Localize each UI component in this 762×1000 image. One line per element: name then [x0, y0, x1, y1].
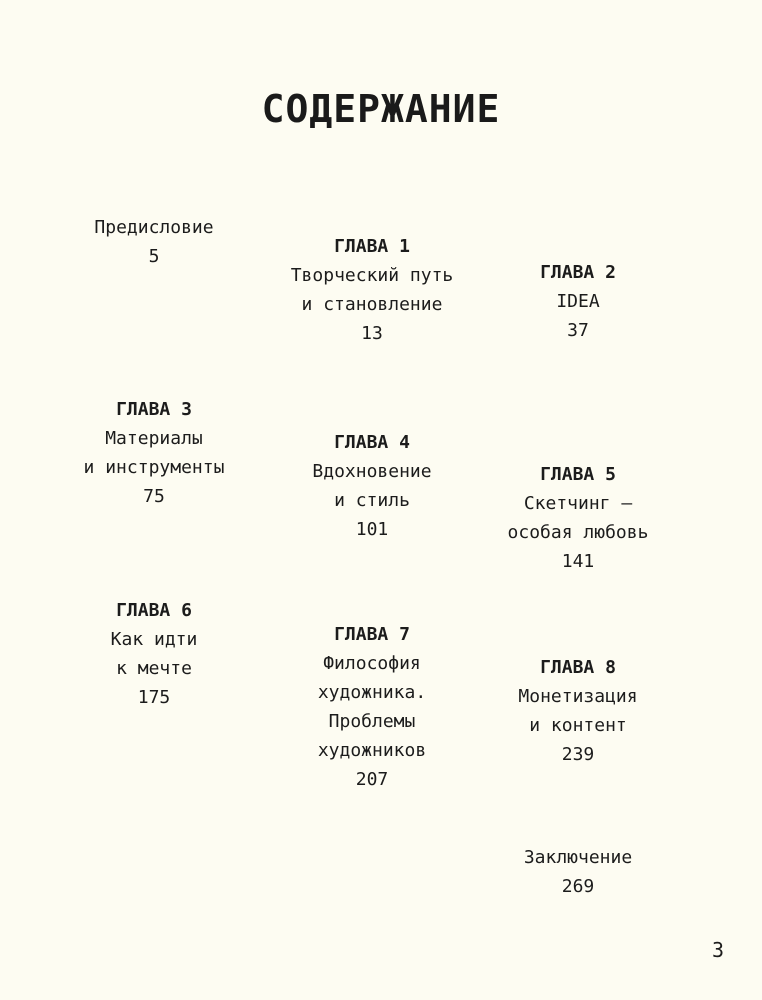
toc-entry-conclusion[interactable] [458, 843, 698, 901]
chapter-title-line: Философия [323, 653, 421, 674]
chapter-label: ГЛАВА 5 [540, 464, 616, 485]
chapter-label: ГЛАВА 3 [116, 399, 192, 420]
toc-entry-chapter-1[interactable] [252, 232, 492, 348]
chapter-label: ГЛАВА 6 [116, 600, 192, 621]
chapter-title-line: IDEA [556, 291, 600, 312]
toc-entry-chapter-2[interactable] [458, 258, 698, 345]
toc-entry-page: 5 [148, 246, 160, 267]
toc-entry-chapter-8[interactable] [458, 653, 698, 769]
chapter-page: 207 [355, 769, 389, 790]
chapter-title-line: Монетизация [518, 686, 638, 707]
chapter-page: 239 [561, 744, 595, 765]
chapter-title-line: Скетчинг — [523, 493, 633, 514]
chapter-title-line: и становление [301, 294, 443, 315]
toc-entry-page: 269 [561, 876, 595, 897]
chapter-page: 37 [567, 320, 589, 341]
chapter-title-line: и стиль [334, 490, 410, 511]
chapter-title-line: Проблемы [328, 711, 416, 732]
chapter-title-line: художника. [317, 682, 427, 703]
toc-entry-chapter-7[interactable] [252, 620, 492, 794]
chapter-title-line: и инструменты [83, 457, 225, 478]
chapter-title-line: Как идти [110, 629, 198, 650]
chapter-title-line: и контент [529, 715, 627, 736]
toc-entry-chapter-4[interactable] [252, 428, 492, 544]
chapter-title-line: особая любовь [507, 522, 649, 543]
chapter-title-line: к мечте [116, 658, 192, 679]
toc-entry-label: Заключение [523, 847, 633, 868]
chapter-label: ГЛАВА 1 [334, 236, 410, 257]
chapter-label: ГЛАВА 4 [334, 432, 410, 453]
chapter-page: 13 [361, 323, 383, 344]
toc-entry-foreword[interactable] [34, 213, 274, 271]
chapter-title-line: Материалы [105, 428, 203, 449]
page-title: СОДЕРЖАНИЕ [261, 87, 501, 131]
chapter-title-line: Вдохновение [312, 461, 432, 482]
chapter-page: 75 [143, 486, 165, 507]
chapter-page: 175 [137, 687, 171, 708]
chapter-label: ГЛАВА 8 [540, 657, 616, 678]
chapter-label: ГЛАВА 2 [540, 262, 616, 283]
page-number: 3 [711, 938, 724, 962]
toc-entry-chapter-6[interactable] [34, 596, 274, 712]
chapter-title-line: художников [317, 740, 427, 761]
chapter-title-line: Творческий путь [290, 265, 454, 286]
chapter-label: ГЛАВА 7 [334, 624, 410, 645]
toc-entry-chapter-5[interactable] [458, 460, 698, 576]
chapter-page: 141 [561, 551, 595, 572]
chapter-page: 101 [355, 519, 389, 540]
toc-entry-chapter-3[interactable] [34, 395, 274, 511]
toc-entry-label: Предисловие [94, 217, 214, 238]
